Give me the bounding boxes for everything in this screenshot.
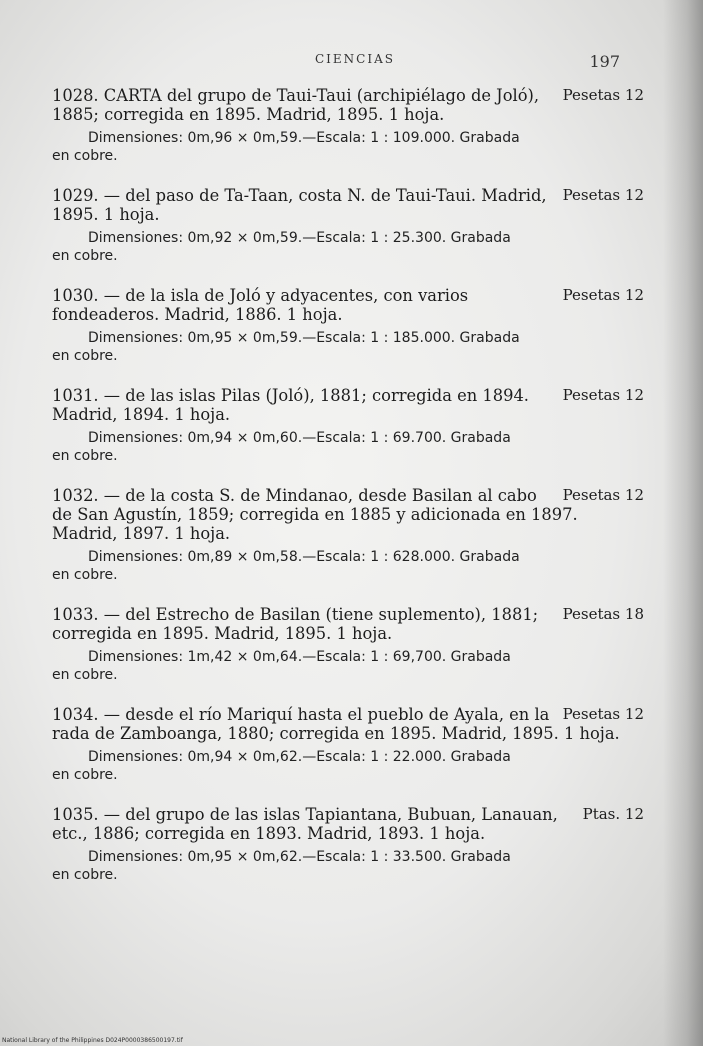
- entry-price: Ptas. 12: [582, 805, 644, 823]
- entry-dimensions-cont: en cobre.: [52, 767, 118, 783]
- entry-dimensions-cont: en cobre.: [52, 867, 118, 883]
- entry-price: Pesetas 12: [562, 286, 644, 304]
- page-edge-shadow: [663, 0, 703, 1046]
- entry-price: Pesetas 18: [562, 605, 644, 623]
- entry-dimensions-cont: en cobre.: [52, 567, 118, 583]
- page-number: 197: [589, 52, 620, 71]
- entry-text: 1034. — desde el río Mariquí hasta el pueblo de Ayala, en la rada de Zamboanga, 1880; corregida en 1895. Madrid, 1895. 1 hoja.: [52, 705, 620, 743]
- catalog-entry: [52, 86, 644, 165]
- entry-dimensions: Dimensiones: 0m,92 × 0m,59.—Escala: 1 : 25.300. Grabada: [88, 230, 511, 246]
- entry-price: Pesetas 12: [562, 386, 644, 404]
- running-head: CIENCIAS: [315, 52, 395, 66]
- entry-dimensions-cont: en cobre.: [52, 148, 118, 164]
- entry-dimensions-cont: en cobre.: [52, 248, 118, 264]
- entry-text: 1031. — de las islas Pilas (Joló), 1881; corregida en 1894. Madrid, 1894. 1 hoja.: [52, 386, 529, 424]
- scan-footer: National Library of the Philippines D024P0000386500197.tif: [2, 1037, 183, 1044]
- entry-price: Pesetas 12: [562, 486, 644, 504]
- entry-text: 1028. CARTA del grupo de Taui-Taui (archipiélago de Joló), 1885; corregida en 1895. Madrid, 1895. 1 hoja.: [52, 86, 540, 124]
- entry-price: Pesetas 12: [562, 86, 644, 104]
- entry-dimensions-cont: en cobre.: [52, 448, 118, 464]
- catalog-entry: [52, 386, 644, 465]
- catalog-entries: [52, 86, 644, 905]
- catalog-entry: [52, 705, 644, 784]
- catalog-entry: [52, 605, 644, 684]
- catalog-entry: [52, 186, 644, 265]
- entry-price: Pesetas 12: [562, 186, 644, 204]
- entry-price: Pesetas 12: [562, 705, 644, 723]
- entry-dimensions-cont: en cobre.: [52, 348, 118, 364]
- catalog-entry: [52, 486, 644, 584]
- entry-text: 1032. — de la costa S. de Mindanao, desde Basilan al cabo de San Agustín, 1859; corregida en 1885 y adicionada en 1897. Madrid, 1897. 1 hoja.: [52, 486, 578, 543]
- entry-dimensions: Dimensiones: 0m,89 × 0m,58.—Escala: 1 : 628.000. Grabada: [88, 549, 520, 565]
- page-header: [90, 52, 620, 74]
- catalog-entry: [52, 805, 644, 884]
- entry-dimensions: Dimensiones: 0m,95 × 0m,62.—Escala: 1 : 33.500. Grabada: [88, 849, 511, 865]
- entry-text: 1035. — del grupo de las islas Tapiantana, Bubuan, Lanauan, etc., 1886; corregida en 1893. Madrid, 1893. 1 hoja.: [52, 805, 558, 843]
- entry-dimensions: Dimensiones: 0m,94 × 0m,62.—Escala: 1 : 22.000. Grabada: [88, 749, 511, 765]
- entry-text: 1033. — del Estrecho de Basilan (tiene suplemento), 1881; corregida en 1895. Madrid, 1895. 1 hoja.: [52, 605, 539, 643]
- entry-text: 1029. — del paso de Ta-Taan, costa N. de Taui-Taui. Madrid, 1895. 1 hoja.: [52, 186, 547, 224]
- entry-text: 1030. — de la isla de Joló y adyacentes, con varios fondeaderos. Madrid, 1886. 1 hoja.: [52, 286, 469, 324]
- catalog-entry: [52, 286, 644, 365]
- entry-dimensions: Dimensiones: 1m,42 × 0m,64.—Escala: 1 : 69,700. Grabada: [88, 649, 511, 665]
- entry-dimensions: Dimensiones: 0m,95 × 0m,59.—Escala: 1 : 185.000. Grabada: [88, 330, 520, 346]
- entry-dimensions: Dimensiones: 0m,94 × 0m,60.—Escala: 1 : 69.700. Grabada: [88, 430, 511, 446]
- entry-dimensions: Dimensiones: 0m,96 × 0m,59.—Escala: 1 : 109.000. Grabada: [88, 130, 520, 146]
- entry-dimensions-cont: en cobre.: [52, 667, 118, 683]
